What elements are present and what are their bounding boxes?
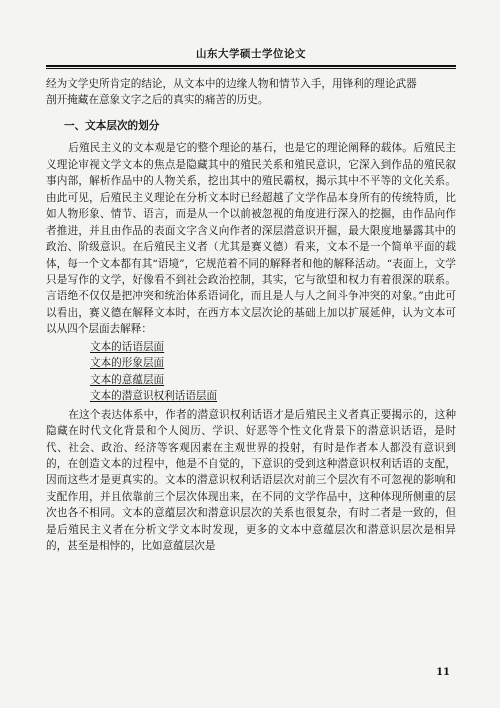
level-list	[90, 339, 456, 405]
section-heading: 一、文本层次的划分	[64, 119, 160, 132]
level-item: 文本的话语层面	[90, 340, 165, 353]
intro-line-1: 经为文学史所肯定的结论，从文本中的边缘人物和情节入手，用锋利的理论武器	[46, 78, 417, 90]
paragraph-2: 在这个表达体系中，作者的潜意识权利话语才是后殖民主义者真正要揭示的，这种隐藏在时代文化背景和个人阅历、学识、好恶等个性文化背景下的潜意识话语，是时代、社会、政治、经济等客观因素在主观世界的投射，有时是作者本人都没有意识到的，在创造文本的过程中，他是不自觉的，下意识的受到这种潜意识权利话语的支配，因而这些才是更真实的。文本的潜意识权利话语层次对前三个层次有不可忽视的影响和支配作用，并且依靠前三个层次体现出来，在不同的文学作品中，这种体现所侧重的层次也各不相同。文本的意蕴层次和潜意识层次的关系也很复杂，有时二者是一致的，但是后殖民主义者在分析文学文本时发现，更多的文本中意蕴层次和潜意识层次是相异的，甚至是相悖的，比如意蕴层次是	[46, 408, 456, 553]
intro-line-2: 剖开掩藏在意象文字之后的真实的痛苦的历史。	[46, 94, 269, 107]
level-item: 文本的意蕴层面	[90, 373, 165, 386]
body-text	[46, 76, 456, 555]
running-header: 山东大学硕士学位论文	[196, 48, 306, 60]
page-number: 11	[436, 667, 450, 678]
header-rule-thin	[46, 68, 456, 69]
level-item: 文本的潜意识权利话语层面	[90, 390, 218, 403]
level-item: 文本的形象层面	[90, 357, 165, 370]
paragraph-1: 后殖民主义的文本观是它的整个理论的基石，也是它的理论阐释的载体。后殖民主义理论审视文学文本的焦点是隐藏其中的殖民关系和殖民意识，它深入到作品的殖民叙事内部，解析作品中的人物关系，挖出其中的殖民霸权，揭示其中不平等的文化关系。由此可见，后殖民主义理论在分析文本时已经超越了文学作品本身所有的传统特质，比如人物形象、情节、语言，而是从一个以前被忽视的角度进行深入的挖掘，由作品向作者推进，并且由作品的表面文字含义向作者的深层潜意识开掘，最大限度地暴露其中的政治、阶级意识。在后殖民主义者（尤其是赛义德）看来，文本不是一个简单平面的载体，每一个文本都有其“语境”，它规范着不同的解释者和他的解释活动。“表面上，文学只是写作的文学，好像看不到社会政治控制，其实，它与欲望和权力有着很深的联系。言语绝不仅仅是把冲突和统治体系语词化，而且是人与人之间斗争冲突的对象。”由此可以看出，赛义德在解释文本时，在西方本文层次论的基础上加以扩展延伸，认为文本可以从四个层面去解释：	[46, 142, 456, 336]
header-rule-thick	[46, 65, 456, 67]
